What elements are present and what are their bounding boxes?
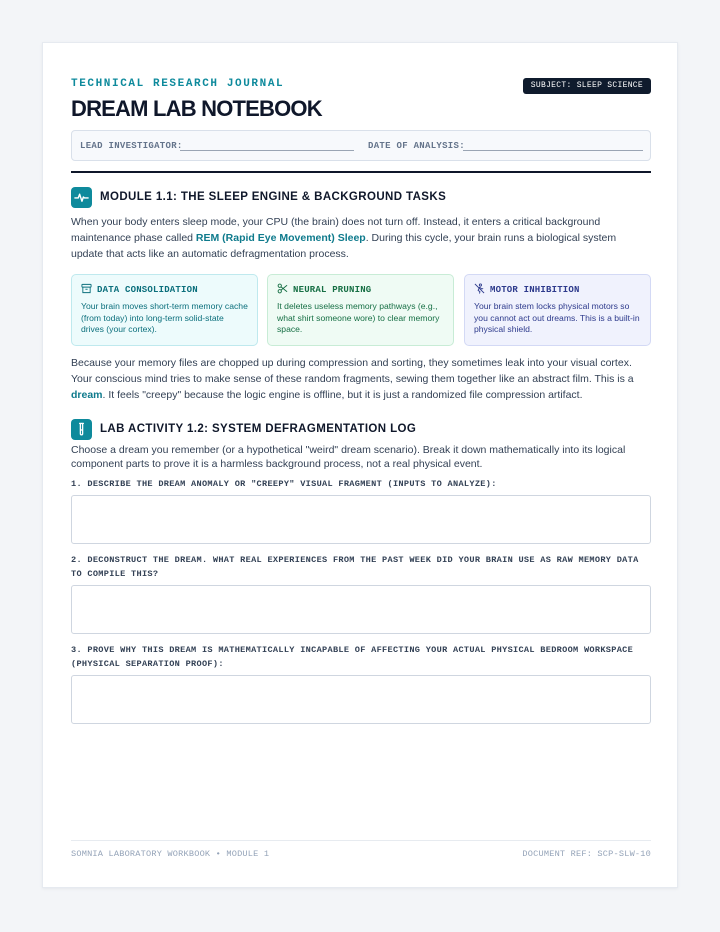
card-data-consolidation (71, 274, 258, 346)
question-label: 3. PROVE WHY THIS DREAM IS MATHEMATICALLY INCAPABLE OF AFFECTING YOUR ACTUAL PHYSICAL BEDROOM WORKSPACE (PHYSICAL SEPARATION PROOF): (71, 645, 634, 669)
question-label: 2. DECONSTRUCT THE DREAM. WHAT REAL EXPERIENCES FROM THE PAST WEEK DID YOUR BRAIN USE AS RAW MEMORY DATA TO COMPILE THIS? (71, 555, 639, 579)
notebook-page (42, 42, 678, 888)
date-label: DATE OF ANALYSIS: (368, 141, 465, 151)
answer-box-3[interactable] (71, 675, 651, 724)
module-title: MODULE 1.1: THE SLEEP ENGINE & BACKGROUND TASKS (100, 191, 447, 203)
scissors-icon (277, 281, 288, 299)
meta-bar (71, 130, 651, 161)
outro-text-1: Because your memory files are chopped up during compression and sorting, they sometimes leak into your visual cortex. Your conscious mind tries to make sense of these random fragments, sewing them together like an abstract film. This is a (71, 357, 634, 385)
card-body: Your brain moves short-term memory cache (from today) into long-term solid-state drives (your cortex). (81, 301, 248, 334)
journal-label: TECHNICAL RESEARCH JOURNAL (71, 78, 285, 90)
rem-highlight: REM (Rapid Eye Movement) Sleep (195, 232, 366, 244)
card-title: NEURAL PRUNING (293, 285, 372, 295)
module-intro (71, 214, 651, 262)
answer-box-2[interactable] (71, 585, 651, 634)
card-title: DATA CONSOLIDATION (97, 285, 198, 295)
footer-divider (71, 840, 651, 841)
outro-text-2: . It feels "creepy" because the logic engine is offline, but it is just a randomized file compression artifact. (102, 389, 583, 401)
activity-intro: Choose a dream you remember (or a hypothetical "weird" dream scenario). Break it down mathematically into its logical component parts to prove it is a harmless background process, not a real physical event. (71, 444, 626, 470)
question-label: 1. DESCRIBE THE DREAM ANOMALY OR "CREEPY" VISUAL FRAGMENT (INPUTS TO ANALYZE): (71, 479, 497, 489)
motion-off-icon (474, 281, 485, 299)
card-body: Your brain stem locks physical motors so you cannot act out dreams. This is a built-in physical shield. (474, 301, 640, 334)
intro-text-2: . During this cycle, your brain runs a biological system update that acts like an automatic defragmentation process. (71, 232, 617, 260)
card-motor-inhibition (464, 274, 651, 346)
date-field[interactable] (463, 150, 643, 151)
card-body: It deletes useless memory pathways (e.g., what shirt someone wore) to clear memory space. (277, 301, 440, 334)
answer-box-1[interactable] (71, 495, 651, 544)
test-tube-icon (71, 419, 92, 440)
card-neural-pruning (267, 274, 454, 346)
footer-right: DOCUMENT REF: SCP-SLW-10 (522, 849, 651, 859)
module-outro (71, 355, 651, 403)
dream-highlight: dream (71, 389, 103, 401)
pulse-icon (71, 187, 92, 208)
archive-icon (81, 281, 92, 299)
intro-text-1: When your body enters sleep mode, your CPU (the brain) does not turn off. Instead, it enters a critical background maintenance phase called (71, 216, 601, 244)
card-title: MOTOR INHIBITION (490, 285, 580, 295)
page-title: DREAM LAB NOTEBOOK (71, 96, 322, 121)
activity-title: LAB ACTIVITY 1.2: SYSTEM DEFRAGMENTATION LOG (100, 423, 417, 435)
footer-left: SOMNIA LABORATORY WORKBOOK • MODULE 1 (71, 849, 270, 859)
investigator-field[interactable] (180, 150, 354, 151)
header-divider (71, 171, 651, 173)
subject-badge: SUBJECT: SLEEP SCIENCE (523, 78, 651, 94)
investigator-label: LEAD INVESTIGATOR: (80, 141, 183, 151)
